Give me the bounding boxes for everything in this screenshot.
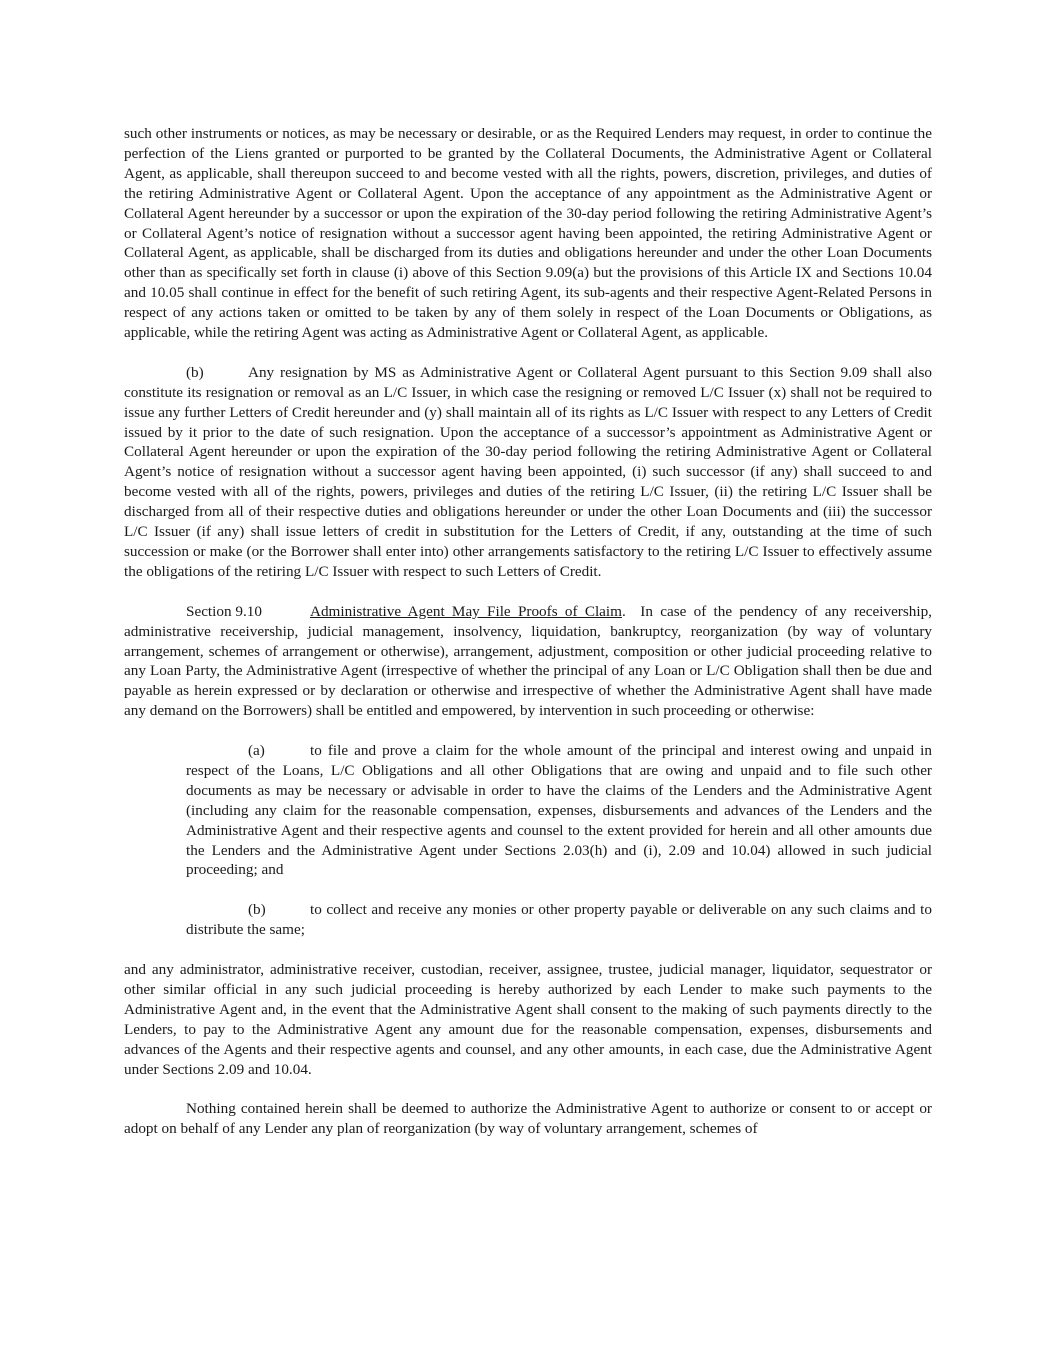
paragraph-text: to collect and receive any monies or other property payable or deliverable on any such claims and to distribute the same;: [186, 901, 932, 939]
clause-block: [186, 741, 932, 940]
paragraph-administrator-authorization: [124, 960, 932, 1079]
paragraph-text: and any administrator, administrative receiver, custodian, receiver, assignee, trustee, judicial manager, liquidator, sequestrator or other similar official in any such judicial proceeding is hereby authorized by each Lender to make such payments to the Administrative Agent and, in the event that the Administrative Agent shall consent to the making of such payments directly to the Lenders, to pay to the Administrative Agent any amount due for the reasonable compensation, expenses, disbursements and advances of the Agents and their respective agents and counsel, and any other amounts, in each case, due the Administrative Agent under Sections 2.09 and 10.04.: [124, 960, 932, 1078]
paragraph-nothing-contained: [124, 1099, 932, 1139]
clause-label: (a): [248, 742, 265, 760]
section-9-10: [124, 602, 936, 721]
section-heading-punct: .: [621, 602, 626, 620]
clause-9-10b: [186, 900, 932, 940]
section-number: Section 9.10: [186, 602, 262, 620]
paragraph-text: such other instruments or notices, as may be necessary or desirable, or as the Required Lenders may request, in order to continue the perfection of the Liens granted or purported to be granted by the Collateral Documents, the Administrative Agent or Collateral Agent, as applicable, shall thereupon succeed to and become vested with all the rights, powers, discretion, privileges, and duties of the retiring Administrative Agent or Collateral Agent. Upon the acceptance of any appointment as the Administrative Agent or Collateral Agent hereunder by a successor or upon the expiration of the 30-day period following the retiring Administrative Agent’s or Collateral Agent’s notice of resignation without a successor agent having been appointed, the retiring Administrative Agent or Collateral Agent, as applicable, shall be discharged from its duties and obligations hereunder and under the other Loan Documents other than as specifically set forth in clause (i) above of this Section 9.09(a) but the provisions of this Article IX and Sections 10.04 and 10.05 shall continue in effect for the benefit of such retiring Agent, its sub-agents and their respective Agent-Related Persons in respect of any actions taken or omitted to be taken by any of them solely in respect of the Loan Documents or Obligations, as applicable, while the retiring Agent was acting as Administrative Agent or Collateral Agent, as applicable.: [124, 125, 932, 342]
paragraph-text: Any resignation by MS as Administrative Agent or Collateral Agent pursuant to this Section 9.09 shall also constitute its resignation or removal as an L/C Issuer, in which case the resigning or removed L/C Issuer (x) shall not be required to issue any further Letters of Credit hereunder and (y) shall maintain all of its rights as L/C Issuer with respect to any Letters of Credit issued by it prior to the date of such resignation. Upon the acceptance of a successor’s appointment as Administrative Agent or Collateral Agent hereunder or upon the expiration of the 30-day period following the retiring Administrative Agent or Collateral Agent’s notice of resignation without a successor agent having been appointed, (i) such successor (if any) shall succeed to and become vested with all of the rights, powers, privileges and duties of the retiring L/C Issuer, (ii) the retiring L/C Issuer shall be discharged from all of their respective duties and obligations hereunder or under the other Loan Documents and (iii) the successor L/C Issuer (if any) shall issue letters of credit in substitution for the Letters of Credit, if any, outstanding at the time of such succession or make (or the Borrower shall enter into) other arrangements satisfactory to the retiring L/C Issuer to effectively assume the obligations of the retiring L/C Issuer with respect to such Letters of Credit.: [124, 363, 932, 580]
document-page: [124, 124, 936, 1159]
clause-label: (b): [248, 901, 266, 919]
clause-9-10a: [186, 741, 932, 880]
paragraph-text: Nothing contained herein shall be deemed to authorize the Administrative Agent to authorize or consent to or accept or adopt on behalf of any Lender any plan of reorganization (by way of voluntary arrangement, schemes of: [124, 1100, 932, 1138]
paragraph-text: to file and prove a claim for the whole amount of the principal and interest owing and unpaid in respect of the Loans, L/C Obligations and all other Obligations that are owing and unpaid and to file such other documents as may be necessary or advisable in order to have the claims of the Lenders and the Administrative Agent (including any claim for the reasonable compensation, expenses, disbursements and advances of the Lenders and the Administrative Agent and their respective agents and counsel to the extent provided for herein and all other amounts due the Lenders and the Administrative Agent under Sections 2.03(h) and (i), 2.09 and 10.04) allowed in such judicial proceeding; and: [186, 742, 932, 879]
paragraph-continuation-9-09a: [124, 124, 932, 343]
section-heading: Administrative Agent May File Proofs of Claim: [310, 602, 622, 620]
clause-label: (b): [186, 363, 204, 381]
paragraph-text: In case of the pendency of any receivership, administrative receivership, judicial management, insolvency, liquidation, bankruptcy, reorganization (by way of voluntary arrangement, schemes of arrangement or otherwise), arrangement, adjustment, composition or other judicial proceeding relative to any Loan Party, the Administrative Agent (irrespective of whether the principal of any Loan or L/C Obligation shall then be due and payable as herein expressed or by declaration or otherwise and irrespective of whether the Administrative Agent shall have made any demand on the Borrowers) shall be entitled and empowered, by intervention in such proceeding or otherwise:: [124, 602, 936, 720]
paragraph-9-09b: [124, 363, 932, 582]
